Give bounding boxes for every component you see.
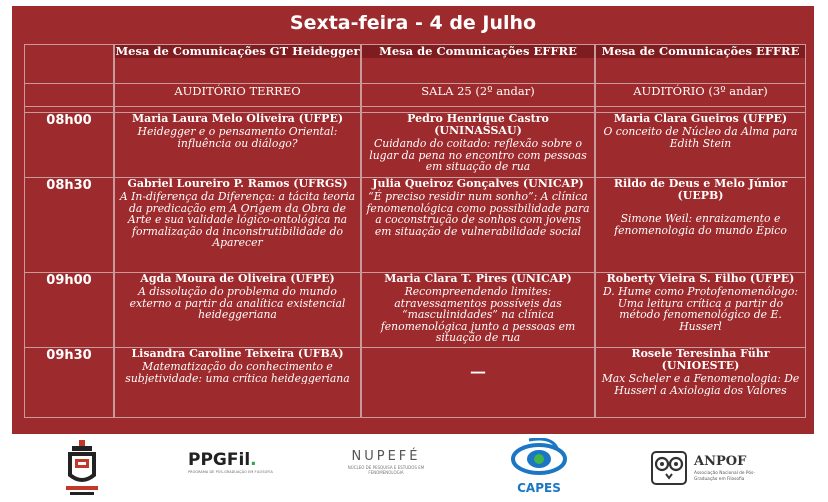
anpof-name: ANPOF bbox=[694, 454, 747, 469]
schedule-table bbox=[24, 44, 806, 418]
session-cell bbox=[362, 273, 594, 344]
session-cell bbox=[115, 113, 360, 149]
presenter-name: Maria Laura Melo Oliveira (UFPE) bbox=[131, 113, 344, 125]
session-cell bbox=[596, 113, 805, 149]
row-divider bbox=[25, 347, 805, 348]
ufpe-crest-icon bbox=[64, 440, 100, 498]
presenter-name: Lisandra Caroline Teixeira (UFBA) bbox=[131, 348, 344, 360]
talk-title: Matematização do conhecimento e subjetividade: uma crítica heideggeriana bbox=[125, 360, 350, 384]
row-divider bbox=[25, 177, 805, 178]
talk-title: Max Scheler e a Fenomenologia: De Husserl a Axiologia dos Valores bbox=[601, 372, 800, 396]
presenter-name: Rildo de Deus e Melo Júnior (UEPB) bbox=[613, 178, 788, 202]
schedule-poster bbox=[12, 6, 814, 434]
page-title: Sexta-feira - 4 de Julho bbox=[289, 12, 537, 34]
row-divider bbox=[25, 272, 805, 273]
time-label: 09h00 bbox=[46, 273, 92, 288]
talk-title: O conceito de Núcleo da Alma para Edith Stein bbox=[603, 125, 798, 149]
time-label: 08h00 bbox=[46, 113, 92, 128]
presenter-name: Gabriel Loureiro P. Ramos (UFRGS) bbox=[127, 178, 348, 190]
panel-header-row bbox=[25, 45, 805, 83]
ppgfil-logo bbox=[188, 450, 278, 474]
time-slot-row bbox=[25, 348, 805, 417]
column-divider bbox=[594, 45, 596, 417]
ppgfil-name: PPGFil bbox=[188, 450, 251, 470]
presenter-name: Rosele Teresinha Führ (UNIOESTE) bbox=[631, 348, 770, 372]
time-slot-row bbox=[25, 113, 805, 177]
room-1: AUDITÓRIO TERREO bbox=[174, 84, 301, 98]
nupefe-name: NUPEFÉ bbox=[351, 449, 421, 464]
capes-logo bbox=[504, 438, 574, 495]
talk-title: A dissolução do problema do mundo externo a partir da analítica existencial heideggeriana bbox=[129, 285, 346, 321]
nupefe-logo bbox=[342, 449, 430, 475]
session-cell bbox=[362, 113, 594, 173]
ppgfil-subtitle: PROGRAMA DE PÓS-GRADUAÇÃO EM FILOSOFIA bbox=[188, 470, 273, 474]
talk-title: D. Hume como Protofenomenólogo: Uma leitura crítica a partir do método fenomenológico de E. Husserl bbox=[603, 285, 798, 332]
time-slot-row bbox=[25, 273, 805, 347]
capes-swirl-icon bbox=[511, 438, 567, 480]
session-cell bbox=[596, 273, 805, 332]
talk-title: Simone Weil: enraizamento e fenomenologia do mundo Épico bbox=[614, 212, 787, 236]
time-label: 09h30 bbox=[46, 348, 92, 363]
session-cell bbox=[115, 273, 360, 321]
room-row bbox=[25, 84, 805, 106]
panel-title-3: Mesa de Comunicações EFFRE bbox=[596, 45, 805, 58]
presenter-name: Pedro Henrique Castro (UNINASSAU) bbox=[407, 113, 549, 137]
talk-title: “É preciso residir num sonho”: A clínica fenomenológica como possibilidade para a coconstrução de sonhos com jovens em situação de vulnerabilidade social bbox=[366, 190, 590, 237]
panel-title-2: Mesa de Comunicações EFFRE bbox=[362, 45, 594, 58]
talk-title: Cuidando do coitado: reflexão sobre o lugar da pena no encontro com pessoas em situação de rua bbox=[369, 137, 587, 173]
row-divider bbox=[25, 106, 805, 107]
presenter-name: Roberty Vieira S. Filho (UFPE) bbox=[606, 273, 795, 285]
session-cell bbox=[115, 348, 360, 384]
talk-title: Recompreendendo limites: atravessamentos possíveis das “masculinidades” na clínica fenomenológica junto a pessoas em situação de rua bbox=[380, 285, 576, 344]
session-cell bbox=[596, 178, 805, 236]
presenter-name: Agda Moura de Oliveira (UFPE) bbox=[140, 273, 335, 285]
session-cell bbox=[362, 178, 594, 237]
anpof-subtitle: Associação Nacional de Pós-Graduação em Filosofia bbox=[694, 471, 755, 482]
column-divider bbox=[360, 45, 362, 417]
talk-title: A In-diferença da Diferença: a tácita teoria da predicação em A Origem da Obra de Arte e sua validade lógico-ontológica na formalização da inconstrutibilidade do Aparecer bbox=[119, 190, 356, 249]
session-cell bbox=[115, 178, 360, 249]
owl-icon bbox=[650, 450, 688, 486]
time-label: 08h30 bbox=[46, 178, 92, 193]
sponsor-logos bbox=[0, 436, 828, 502]
talk-title: Heidegger e o pensamento Oriental: influência ou diálogo? bbox=[137, 125, 338, 149]
column-divider bbox=[113, 45, 115, 417]
room-2: SALA 25 (2º andar) bbox=[421, 84, 535, 98]
capes-name: CAPES bbox=[517, 481, 561, 495]
dot-icon: . bbox=[250, 450, 257, 470]
row-divider bbox=[25, 83, 805, 84]
row-divider bbox=[25, 112, 805, 113]
presenter-name: Maria Clara T. Pires (UNICAP) bbox=[384, 273, 572, 285]
nupefe-subtitle: NÚCLEO DE PESQUISA E ESTUDOS EM FENOMENOLOGIA bbox=[347, 465, 425, 475]
panel-title-1: Mesa de Comunicações GT Heidegger bbox=[115, 45, 360, 58]
session-cell-empty bbox=[362, 348, 594, 381]
empty-slot-dash: — bbox=[470, 362, 486, 381]
room-3: AUDITÓRIO (3º andar) bbox=[633, 84, 768, 98]
session-cell bbox=[596, 348, 805, 396]
presenter-name: Julia Queiroz Gonçalves (UNICAP) bbox=[372, 178, 584, 190]
time-slot-row bbox=[25, 178, 805, 272]
presenter-name: Maria Clara Gueiros (UFPE) bbox=[613, 113, 788, 125]
